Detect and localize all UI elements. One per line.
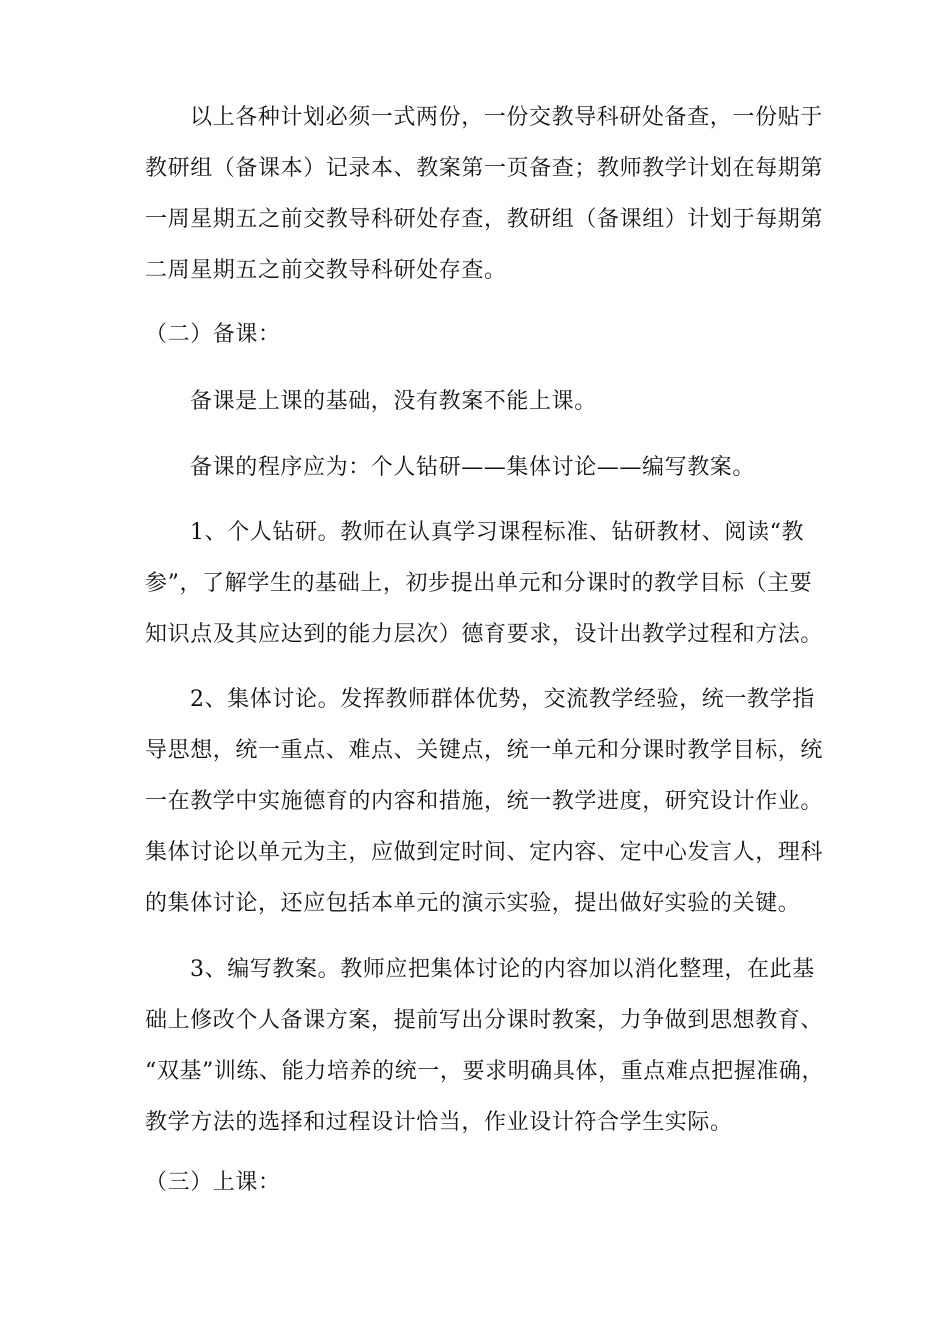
para1-line-1: 以上各种计划必须一式两份，一份交教导科研处备查，一份贴于 xyxy=(190,105,823,130)
item3-line-1: 3、编写教案。教师应把集体讨论的内容加以消化整理，在此基 xyxy=(190,957,815,982)
section-heading-2: （二）备课： xyxy=(145,322,281,347)
item3-line-2: 础上修改个人备课方案，提前写出分课时教案，力争做到思想教育、 xyxy=(145,1008,824,1033)
para3-line-1: 备课的程序应为：个人钻研——集体讨论——编写教案。 xyxy=(190,455,756,480)
item2-line-1: 2、集体讨论。发挥教师群体优势，交流教学经验，统一教学指 xyxy=(190,687,815,712)
item3-line-4: 教学方法的选择和过程设计恰当，作业设计符合学生实际。 xyxy=(145,1110,733,1135)
para1-line-3: 一周星期五之前交教导科研处存查，教研组（备课组）计划于每期第 xyxy=(145,207,824,232)
para1-line-4: 二周星期五之前交教导科研处存查。 xyxy=(145,258,507,283)
para2-line-1: 备课是上课的基础，没有教案不能上课。 xyxy=(190,389,597,414)
item1-line-2: 参”，了解学生的基础上，初步提出单元和分课时的教学目标（主要 xyxy=(145,571,813,596)
item3-line-3: “双基”训练、能力培养的统一，要求明确具体，重点难点把握准确， xyxy=(145,1059,825,1084)
item1-line-3: 知识点及其应达到的能力层次）德育要求，设计出教学过程和方法。 xyxy=(145,622,824,647)
item2-line-5: 的集体讨论，还应包括本单元的演示实验，提出做好实验的关键。 xyxy=(145,891,801,916)
item2-line-2: 导思想，统一重点、难点、关键点，统一单元和分课时教学目标，统 xyxy=(145,738,824,763)
item1-line-1: 1、个人钻研。教师在认真学习课程标准、钻研教材、阅读“教 xyxy=(190,520,805,545)
para1-line-2: 教研组（备课本）记录本、教案第一页备查；教师教学计划在每期第 xyxy=(145,156,824,181)
section-heading-3: （三）上课： xyxy=(145,1170,281,1195)
item2-line-4: 集体讨论以单元为主，应做到定时间、定内容、定中心发言人，理科 xyxy=(145,840,824,865)
item2-line-3: 一在教学中实施德育的内容和措施，统一教学进度，研究设计作业。 xyxy=(145,789,824,814)
